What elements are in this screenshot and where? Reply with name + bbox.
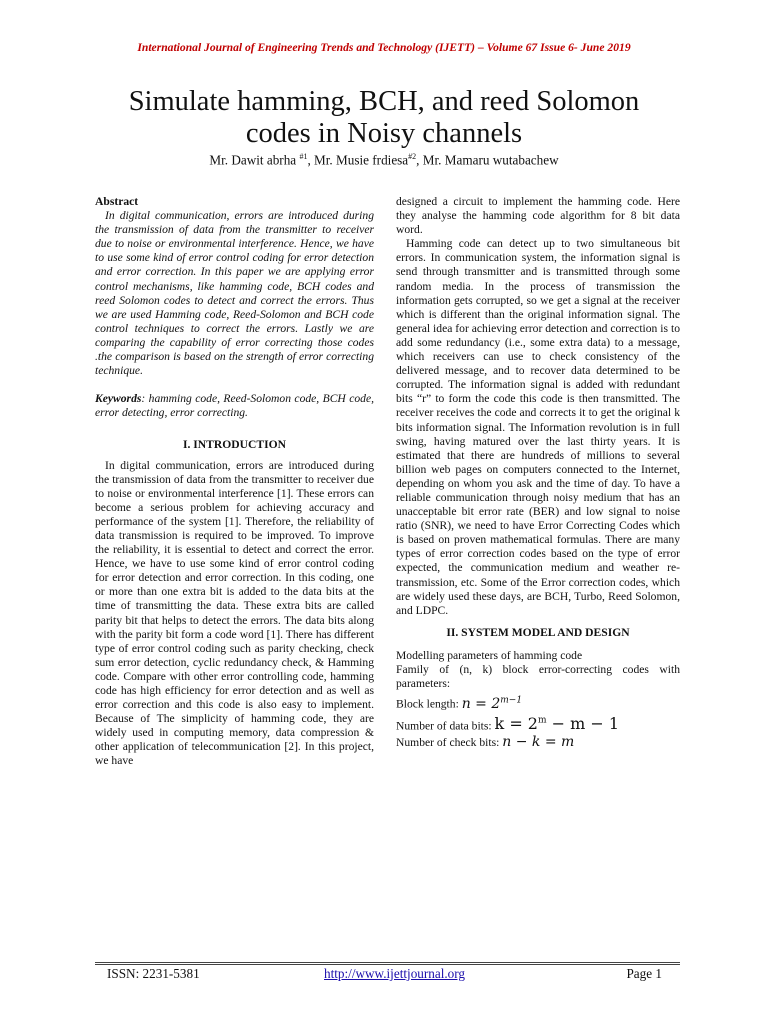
data-bits-label: Number of data bits: <box>396 719 495 733</box>
author-list <box>100 152 668 168</box>
introduction-paragraph-2: Hamming code can detect up to two simultaneous bit errors. In communication system, the information signal is send through transmitter and is transmitted through some random media. In the process of transmission the information gets corrupted, so we get a signal at the receiver which is different than the original information signal. The general idea for achieving error detection and correction is to add some redundancy (i.e., some extra data) to a message, which receivers can use to check consistency of the delivered message, and to recover data determined to be corrupted. The information signal is added with redundant bits “r” to form the code this code is then transmitted. The receiver receives the code and corrects it to get the original k bits information signal. The Information revolution is in full swing, having matured over the last thirty years. It is estimated that there are hundreds of millions to several billion web pages on computers connected to the Internet, depending on whom you ask and the time of day. To have a reliable communication through noisy medium that has an unacceptable bit error rate (BER) and low signal to noise ratio (SNR), we need to have Error Correcting Codes which is based on proven mathematical formulas. There are many types of error correction codes based on the type of error expected, the communication medium and weather re-transmission, etc. Some of the Error correction codes, which are widely used these days, are BCH, Turbo, Reed Solomon, and LDPC. <box>396 237 680 617</box>
block-length-label: Block length: <box>396 697 462 711</box>
author-separator: , <box>307 152 315 168</box>
left-column <box>95 195 374 769</box>
author-affiliation: #2 <box>408 152 417 161</box>
formula-exponent: m <box>537 715 547 726</box>
keywords <box>95 392 374 420</box>
title-line-2: codes in Noisy channels <box>245 118 523 149</box>
modelling-parameters-line: Modelling parameters of hamming code <box>396 648 583 662</box>
introduction-paragraph: In digital communication, errors are introduced during the transmission of data from the transmitter to receiver due to noise or environmental interference [1]. These errors can become a serious problem for achieving accuracy and performance of the system [1]. Therefore, the reliability of data transmission is required to be improved. To improve the reliability, it is essential to detect and correct the error. Hence, we have to use some kind of error control coding for error detection and error correction. In this coding, one or more than one extra bit is added to the data bits at the time of transmitting the data. These extra bits are called parity bit that helps to detect the errors. The data bits along with the parity bit form a code word [1]. There has different type of error control coding such as parity checking, check sum error detection, cyclic redundancy check, & Hamming code. Compare with other error controlling code, hamming code has high efficiency for error detection and as well as error correction and this code is also easy to implement. Because of The simplicity of hamming code, they are widely used in computing memory, data compression & other application of telecommunication [2]. In this project, we have <box>95 458 374 768</box>
keywords-text: : hamming code, Reed-Solomon code, BCH code, error detecting, error correcting. <box>95 392 374 420</box>
journal-header: International Journal of Engineering Trends and Technology (IJETT) – Volume 67 Issue 6- June 2019 <box>137 41 631 54</box>
formula-exponent: m−1 <box>500 695 523 706</box>
title-line-1: Simulate hamming, BCH, and reed Solomon <box>128 86 640 117</box>
formula-base: k = 2 <box>494 714 538 734</box>
footer-issn: ISSN: 2231-5381 <box>107 966 200 981</box>
footer-journal-link[interactable]: http://www.ijettjournal.org <box>324 966 466 981</box>
data-bits-formula <box>495 714 620 733</box>
formula-tail: − m − 1 <box>546 714 620 734</box>
author-separator: , <box>416 152 423 168</box>
section-heading-system-model: II. SYSTEM MODEL AND DESIGN <box>446 625 630 639</box>
block-length-row <box>396 693 680 712</box>
right-column <box>396 195 680 750</box>
paper-title <box>70 86 698 150</box>
formula-base: n = 2 <box>461 695 501 712</box>
check-bits-formula: n − k = m <box>502 734 575 751</box>
footer-divider <box>95 962 680 965</box>
author-name: Mr. Dawit abrha <box>209 152 300 168</box>
family-line: Family of (n, k) block error-correcting codes with parameters: <box>396 663 680 691</box>
author-name: Mr. Musie frdiesa <box>314 152 409 168</box>
data-bits-row <box>396 714 680 733</box>
block-length-formula <box>462 696 522 712</box>
keywords-label: Keywords <box>95 392 142 406</box>
section-heading-introduction: I. INTRODUCTION <box>182 438 287 452</box>
check-bits-label: Number of check bits: <box>396 736 503 750</box>
check-bits-row <box>396 735 680 750</box>
introduction-continuation: designed a circuit to implement the hamming code. Here they analyse the hamming code algorithm for 8 bit data word. <box>396 195 680 237</box>
abstract-text: In digital communication, errors are introduced during the transmission of data from the transmitter to receiver due to noise or environmental interference. Hence, we have to use some kind of error control coding for error detection and error correction. In this paper we are applying error control mechanisms, like hamming code, BCH codes and reed Solomon codes to detect and correct the errors. Thus we are used Hamming code, Reed-Solomon and BCH code control techniques to correct the errors. Lastly we are comparing the capability of error correcting those codes .the comparison is based on the strength of error correcting technique. <box>95 209 374 378</box>
abstract-heading: Abstract <box>95 195 139 208</box>
footer-page-number: Page 1 <box>626 966 662 981</box>
author-name: Mr. Mamaru wutabachew <box>422 152 559 168</box>
author-affiliation: #1 <box>299 152 308 161</box>
